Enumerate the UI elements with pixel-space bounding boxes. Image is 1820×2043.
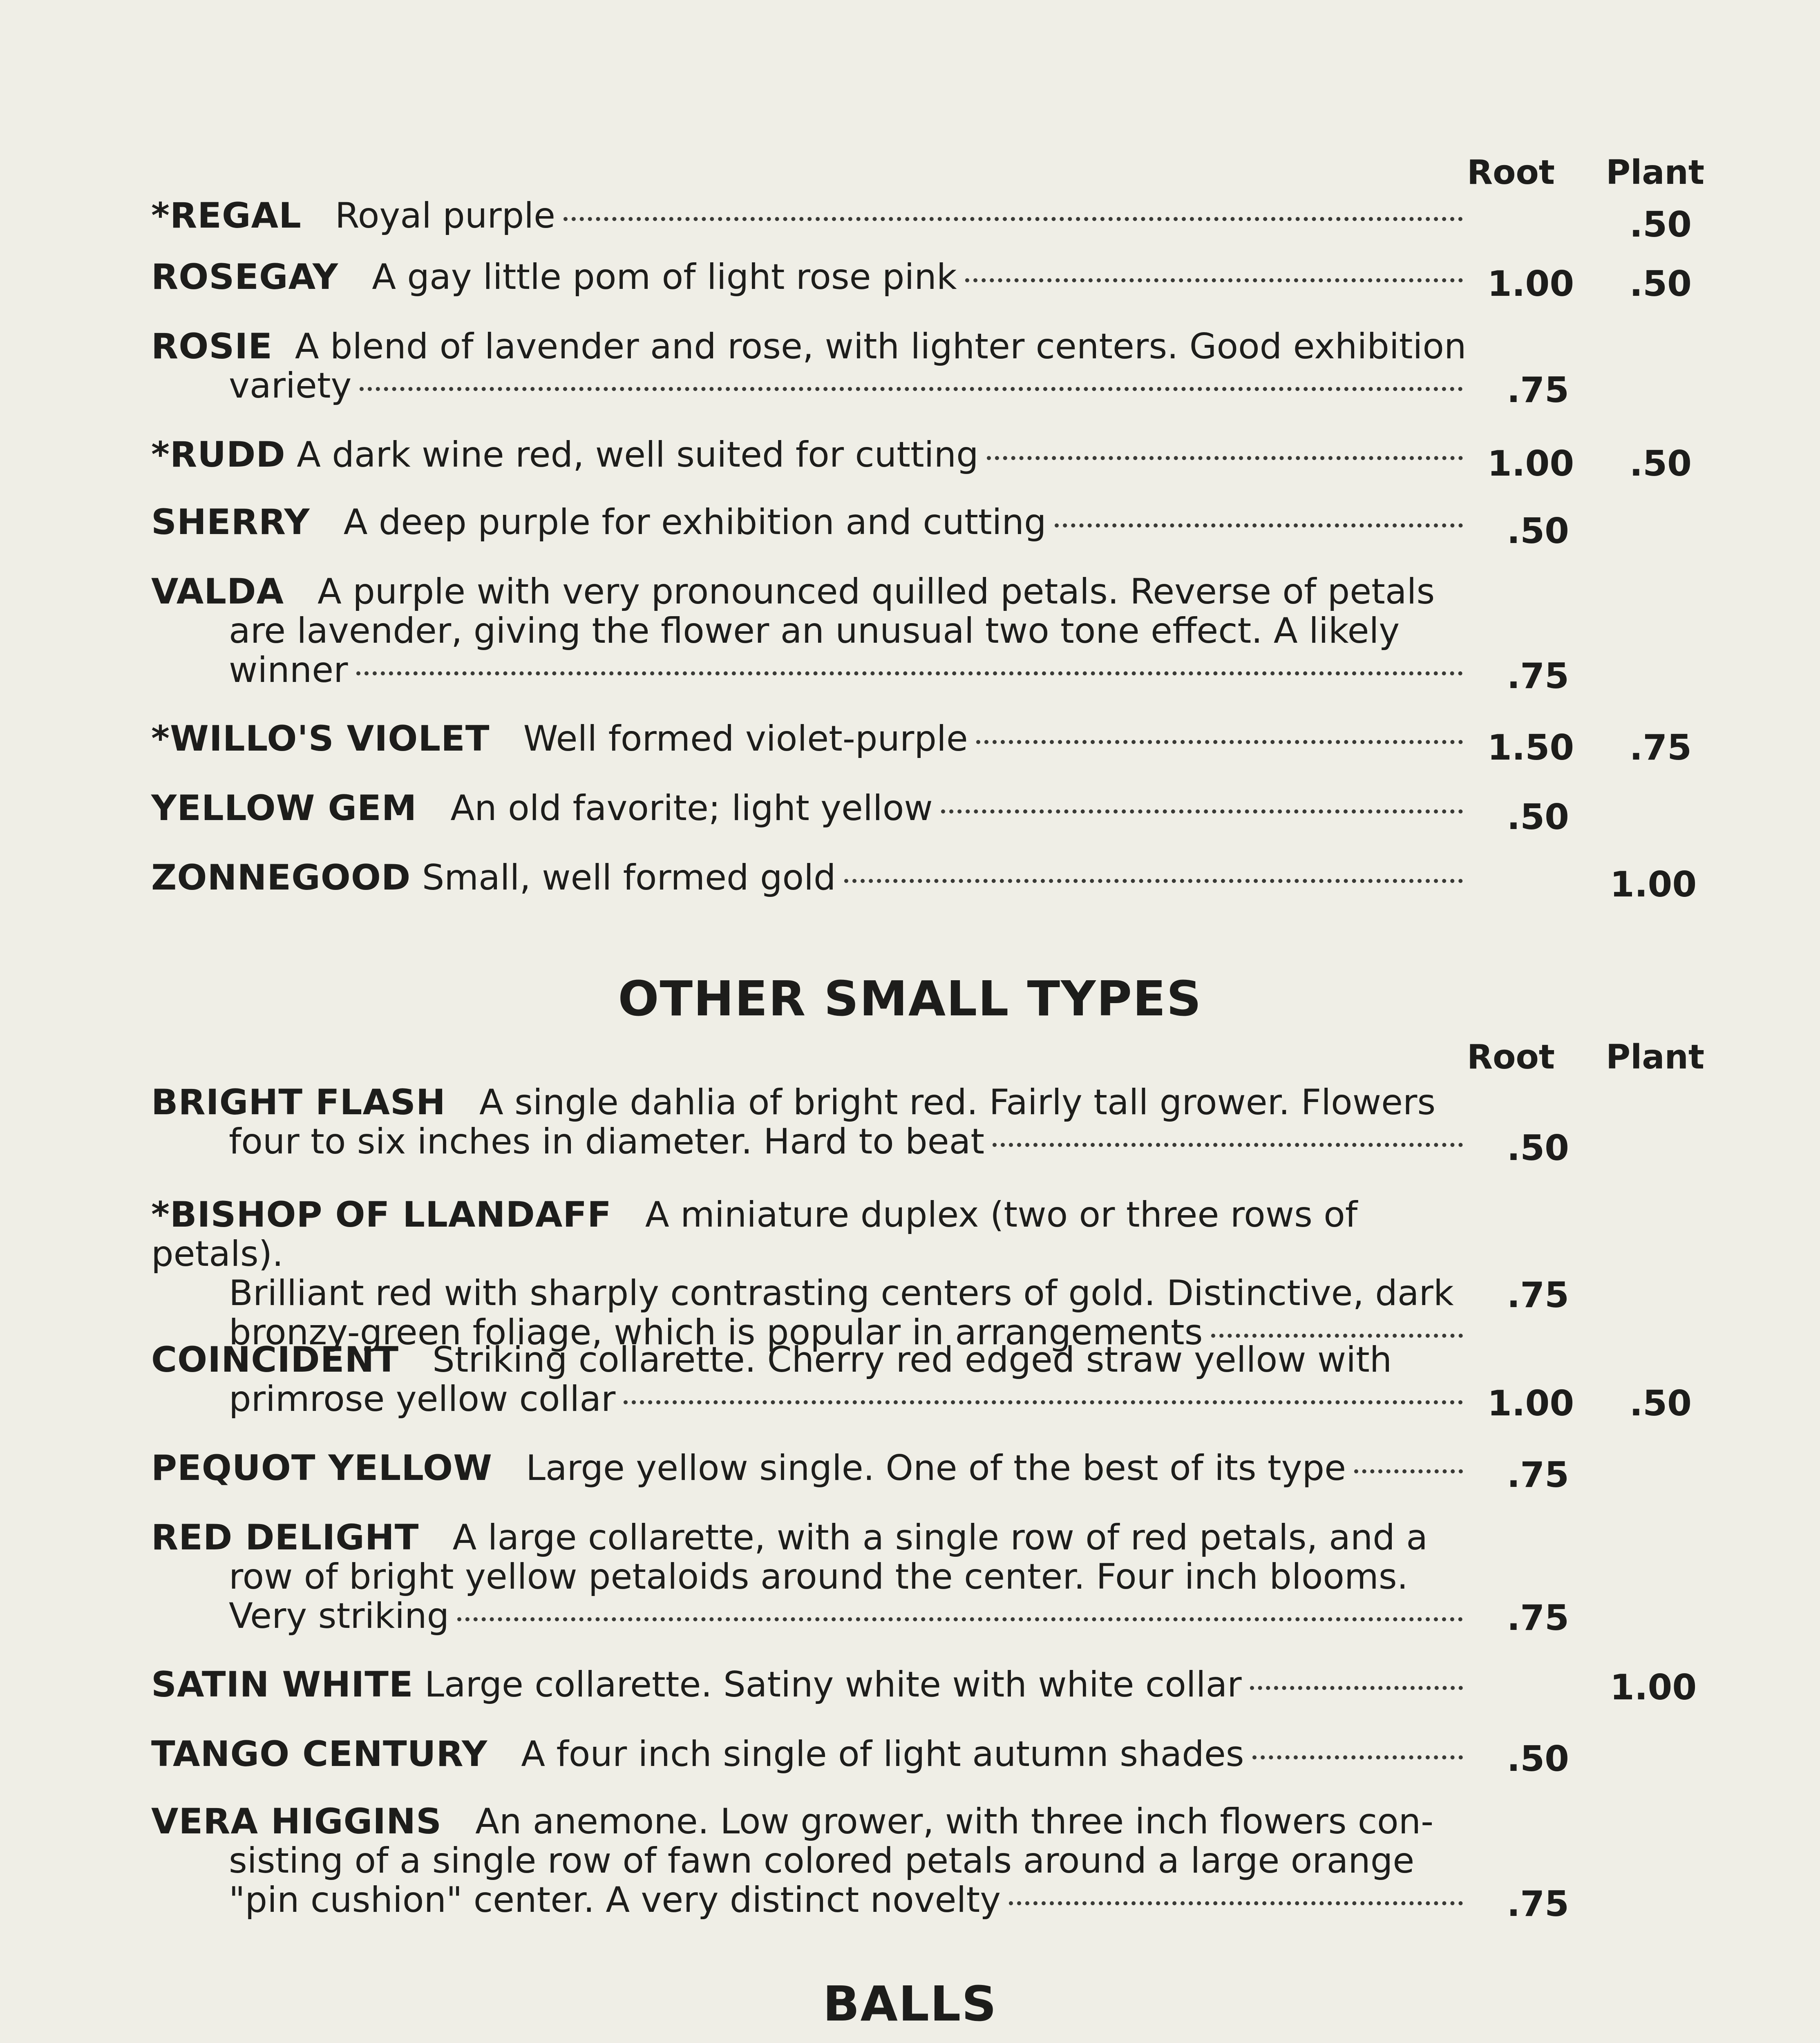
variety-description-cont: "pin cushion" center. A very distinct novelty <box>229 1880 1001 1920</box>
plant-price: .50 <box>1629 443 1692 484</box>
variety-description-cont: variety <box>229 365 352 406</box>
variety-description-cont: row of bright yellow petaloids around the center. Four inch blooms. <box>229 1556 1408 1597</box>
list-item <box>151 327 1688 405</box>
variety-description: Small, well formed gold <box>422 857 836 898</box>
list-item <box>151 789 1688 828</box>
list-item <box>151 1340 1688 1419</box>
variety-description-cont: primrose yellow collar <box>229 1379 616 1419</box>
dot-leader <box>1250 1686 1463 1690</box>
variety-description: Large yellow single. One of the best of its type <box>525 1448 1346 1489</box>
plant-price: .50 <box>1629 264 1692 304</box>
variety-description-cont: four to six inches in diameter. Hard to beat <box>229 1121 985 1162</box>
dot-leader <box>1009 1901 1463 1905</box>
variety-description-cont: bronzy-green foliage, which is popular in arrangements <box>229 1312 1203 1353</box>
dot-leader <box>965 278 1463 282</box>
variety-description: A purple with very pronounced quilled petals. Reverse of petals <box>317 571 1435 612</box>
plant-price: .50 <box>1629 204 1692 245</box>
variety-description: An anemone. Low grower, with three inch flowers con- <box>475 1801 1434 1842</box>
variety-description: A four inch single of light autumn shades <box>521 1734 1244 1775</box>
dot-leader <box>987 456 1463 460</box>
variety-name: ZONNEGOOD <box>151 857 411 898</box>
column-header-root: Root <box>1467 1038 1555 1077</box>
variety-description: A blend of lavender and rose, with lighter centers. Good exhibition <box>295 326 1467 367</box>
variety-name: *RUDD <box>151 434 286 475</box>
list-item <box>151 257 1688 297</box>
list-item <box>151 435 1688 474</box>
root-price: .50 <box>1507 797 1569 838</box>
list-item <box>151 1195 1688 1352</box>
variety-name: VERA HIGGINS <box>151 1801 442 1842</box>
root-price: .75 <box>1507 1275 1569 1316</box>
variety-description: A dark wine red, well suited for cutting <box>297 434 979 475</box>
column-header-plant: Plant <box>1606 153 1705 192</box>
variety-name: COINCIDENT <box>151 1339 399 1380</box>
dot-leader <box>624 1400 1463 1404</box>
variety-name: PEQUOT YELLOW <box>151 1448 492 1489</box>
variety-name: *REGAL <box>151 195 302 236</box>
root-price: .75 <box>1507 1598 1569 1638</box>
dot-leader <box>941 809 1463 814</box>
variety-name: ROSIE <box>151 326 273 367</box>
variety-name: ROSEGAY <box>151 257 339 297</box>
root-price: .50 <box>1507 1128 1569 1169</box>
plant-price: .75 <box>1629 727 1692 768</box>
plant-price: .50 <box>1629 1383 1692 1424</box>
root-price: .75 <box>1507 656 1569 697</box>
list-item <box>151 858 1688 897</box>
dot-leader <box>976 740 1463 744</box>
variety-description: Royal purple <box>335 195 556 236</box>
dot-leader <box>356 671 1463 675</box>
plant-price: 1.00 <box>1610 864 1697 905</box>
root-price: .75 <box>1507 1884 1569 1925</box>
list-item <box>151 1518 1688 1636</box>
root-price: .50 <box>1507 1739 1569 1779</box>
dot-leader <box>1211 1334 1463 1338</box>
root-price: .75 <box>1507 1455 1569 1495</box>
dot-leader <box>360 387 1463 391</box>
root-price: .75 <box>1507 370 1569 411</box>
variety-description: Well formed violet-purple <box>523 718 968 759</box>
variety-name: BRIGHT FLASH <box>151 1082 446 1123</box>
list-item <box>151 572 1688 690</box>
variety-description: An old favorite; light yellow <box>450 788 933 829</box>
variety-name: VALDA <box>151 571 284 612</box>
list-item <box>151 1665 1688 1704</box>
section-title-balls: BALLS <box>823 1976 997 2032</box>
variety-description-cont: sisting of a single row of fawn colored petals around a large orange <box>229 1840 1415 1881</box>
variety-name: YELLOW GEM <box>151 788 417 829</box>
list-item <box>151 719 1688 758</box>
variety-description: Striking collarette. Cherry red edged straw yellow with <box>432 1339 1392 1380</box>
dot-leader <box>993 1143 1463 1147</box>
dot-leader <box>1252 1755 1463 1759</box>
variety-description: Large collarette. Satiny white with white collar <box>424 1664 1242 1705</box>
list-item <box>151 1083 1688 1161</box>
variety-description: A miniature duplex (two or three rows of petals). <box>151 1194 1358 1274</box>
dot-leader <box>457 1617 1463 1621</box>
list-item <box>151 196 1688 235</box>
column-header-plant: Plant <box>1606 1038 1705 1077</box>
variety-description-cont: Brilliant red with sharply contrasting centers of gold. Distinctive, dark <box>229 1273 1454 1314</box>
list-item <box>151 503 1688 542</box>
root-price: 1.00 <box>1487 443 1574 484</box>
dot-leader <box>563 217 1463 221</box>
variety-description-cont: winner <box>229 650 348 691</box>
root-price: 1.00 <box>1487 1383 1574 1424</box>
column-header-root: Root <box>1467 153 1555 192</box>
variety-name: *WILLO'S VIOLET <box>151 718 490 759</box>
variety-description-cont: Very striking <box>229 1596 449 1636</box>
variety-description: A large collarette, with a single row of red petals, and a <box>452 1517 1428 1558</box>
variety-name: *BISHOP OF LLANDAFF <box>151 1194 612 1235</box>
root-price: 1.50 <box>1487 727 1574 768</box>
section-title-other-small-types: OTHER SMALL TYPES <box>618 970 1202 1027</box>
variety-description: A single dahlia of bright red. Fairly tall grower. Flowers <box>479 1082 1436 1123</box>
list-item <box>151 1802 1688 1920</box>
variety-name: SHERRY <box>151 502 310 543</box>
dot-leader <box>844 879 1463 883</box>
list-item <box>151 1735 1688 1774</box>
dot-leader <box>1354 1469 1463 1473</box>
root-price: 1.00 <box>1487 264 1574 304</box>
variety-name: RED DELIGHT <box>151 1517 419 1558</box>
plant-price: 1.00 <box>1610 1667 1697 1708</box>
variety-description: A gay little pom of light rose pink <box>372 257 957 297</box>
variety-description: A deep purple for exhibition and cutting <box>343 502 1046 543</box>
variety-name: SATIN WHITE <box>151 1664 414 1705</box>
dot-leader <box>1055 523 1463 528</box>
variety-description-cont: are lavender, giving the flower an unusual two tone effect. A likely <box>229 610 1400 651</box>
root-price: .50 <box>1507 511 1569 552</box>
list-item <box>151 1448 1688 1488</box>
variety-name: TANGO CENTURY <box>151 1734 488 1775</box>
